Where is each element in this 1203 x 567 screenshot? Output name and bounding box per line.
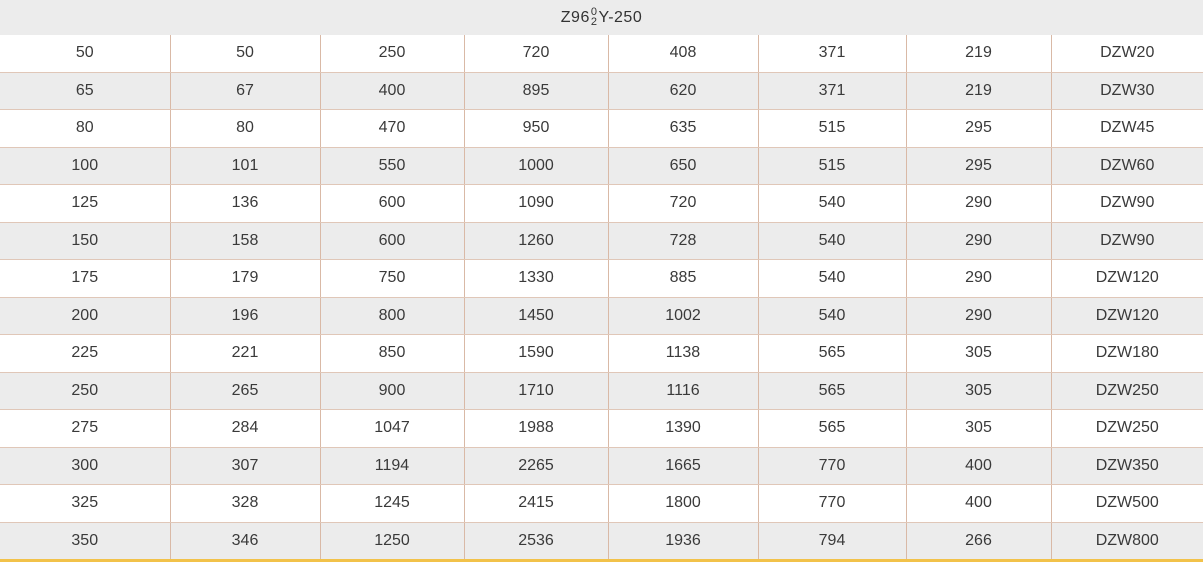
table-cell: 1002 <box>608 297 758 335</box>
table-cell: 150 <box>0 222 170 260</box>
table-cell: 720 <box>464 35 608 72</box>
table-cell: 2536 <box>464 522 608 560</box>
table-cell: 80 <box>170 110 320 148</box>
table-cell: 275 <box>0 410 170 448</box>
model-stack-top: 0 <box>590 5 598 18</box>
table-row <box>0 335 1203 373</box>
table-row <box>0 110 1203 148</box>
table-cell: 219 <box>906 72 1051 110</box>
table-cell: 540 <box>758 222 906 260</box>
table-cell: DZW350 <box>1051 447 1203 485</box>
table-cell: 540 <box>758 185 906 223</box>
table-cell: DZW250 <box>1051 372 1203 410</box>
table-cell: 540 <box>758 297 906 335</box>
table-cell: 101 <box>170 147 320 185</box>
table-cell: 565 <box>758 410 906 448</box>
model-stacked-code <box>591 7 598 27</box>
table-cell: 1047 <box>320 410 464 448</box>
table-cell: 67 <box>170 72 320 110</box>
table-cell: 895 <box>464 72 608 110</box>
table-row <box>0 297 1203 335</box>
table-cell: 80 <box>0 110 170 148</box>
table-cell: DZW120 <box>1051 297 1203 335</box>
table-cell: 565 <box>758 372 906 410</box>
table-cell: 1710 <box>464 372 608 410</box>
table-cell: 179 <box>170 260 320 298</box>
table-cell: 620 <box>608 72 758 110</box>
table-cell: 196 <box>170 297 320 335</box>
table-cell: 1194 <box>320 447 464 485</box>
table-cell: 305 <box>906 372 1051 410</box>
table-cell: 770 <box>758 447 906 485</box>
table-cell: 550 <box>320 147 464 185</box>
table-cell: 400 <box>906 485 1051 523</box>
table-cell: 1116 <box>608 372 758 410</box>
table-cell: DZW180 <box>1051 335 1203 373</box>
table-cell: 325 <box>0 485 170 523</box>
table-cell: 65 <box>0 72 170 110</box>
table-cell: 750 <box>320 260 464 298</box>
table-cell: 290 <box>906 260 1051 298</box>
table-cell: 175 <box>0 260 170 298</box>
table-cell: 300 <box>0 447 170 485</box>
table-cell: DZW120 <box>1051 260 1203 298</box>
model-suffix: Y-250 <box>598 8 643 26</box>
table-cell: 346 <box>170 522 320 560</box>
table-cell: 307 <box>170 447 320 485</box>
dimension-table <box>0 35 1203 560</box>
table-cell: 1250 <box>320 522 464 560</box>
table-cell: 266 <box>906 522 1051 560</box>
table-cell: 515 <box>758 147 906 185</box>
table-cell: 1450 <box>464 297 608 335</box>
dimension-table-body <box>0 35 1203 560</box>
table-cell: 540 <box>758 260 906 298</box>
table-cell: 328 <box>170 485 320 523</box>
table-cell: 295 <box>906 110 1051 148</box>
table-row <box>0 72 1203 110</box>
table-cell: 1090 <box>464 185 608 223</box>
table-cell: 408 <box>608 35 758 72</box>
table-row <box>0 447 1203 485</box>
table-cell: 305 <box>906 335 1051 373</box>
table-cell: 158 <box>170 222 320 260</box>
table-cell: 1665 <box>608 447 758 485</box>
table-cell: 1936 <box>608 522 758 560</box>
table-cell: 1800 <box>608 485 758 523</box>
table-cell: 1138 <box>608 335 758 373</box>
table-cell: 635 <box>608 110 758 148</box>
table-cell: DZW45 <box>1051 110 1203 148</box>
table-cell: 290 <box>906 297 1051 335</box>
table-cell: 885 <box>608 260 758 298</box>
table-cell: 200 <box>0 297 170 335</box>
table-cell: 794 <box>758 522 906 560</box>
table-cell: 250 <box>320 35 464 72</box>
table-cell: 720 <box>608 185 758 223</box>
table-row <box>0 485 1203 523</box>
table-row <box>0 522 1203 560</box>
table-cell: 219 <box>906 35 1051 72</box>
table-cell: 250 <box>0 372 170 410</box>
table-cell: 950 <box>464 110 608 148</box>
table-cell: 850 <box>320 335 464 373</box>
table-cell: DZW60 <box>1051 147 1203 185</box>
table-cell: 100 <box>0 147 170 185</box>
table-cell: 1245 <box>320 485 464 523</box>
table-cell: 125 <box>0 185 170 223</box>
table-cell: 225 <box>0 335 170 373</box>
table-cell: 1590 <box>464 335 608 373</box>
table-cell: DZW20 <box>1051 35 1203 72</box>
table-cell: 650 <box>608 147 758 185</box>
table-cell: 900 <box>320 372 464 410</box>
table-cell: 400 <box>906 447 1051 485</box>
table-cell: DZW250 <box>1051 410 1203 448</box>
table-cell: 1390 <box>608 410 758 448</box>
table-row <box>0 260 1203 298</box>
table-cell: 350 <box>0 522 170 560</box>
table-cell: 565 <box>758 335 906 373</box>
table-cell: 290 <box>906 222 1051 260</box>
table-row <box>0 372 1203 410</box>
table-cell: 371 <box>758 35 906 72</box>
table-cell: 295 <box>906 147 1051 185</box>
table-cell: 1000 <box>464 147 608 185</box>
model-prefix: Z96 <box>560 8 590 26</box>
table-cell: 50 <box>0 35 170 72</box>
table-cell: DZW90 <box>1051 222 1203 260</box>
table-cell: 290 <box>906 185 1051 223</box>
table-cell: DZW500 <box>1051 485 1203 523</box>
table-cell: 770 <box>758 485 906 523</box>
table-cell: 2265 <box>464 447 608 485</box>
table-cell: DZW800 <box>1051 522 1203 560</box>
table-cell: DZW90 <box>1051 185 1203 223</box>
table-cell: 136 <box>170 185 320 223</box>
table-cell: 400 <box>320 72 464 110</box>
table-cell: 1260 <box>464 222 608 260</box>
table-row <box>0 410 1203 448</box>
table-cell: 515 <box>758 110 906 148</box>
table-cell: 221 <box>170 335 320 373</box>
table-cell: 50 <box>170 35 320 72</box>
table-row <box>0 35 1203 72</box>
table-row <box>0 185 1203 223</box>
table-cell: DZW30 <box>1051 72 1203 110</box>
model-stack-bottom: 2 <box>590 15 598 28</box>
table-cell: 1988 <box>464 410 608 448</box>
table-cell: 305 <box>906 410 1051 448</box>
model-title <box>0 0 1203 36</box>
table-cell: 600 <box>320 222 464 260</box>
table-cell: 371 <box>758 72 906 110</box>
table-cell: 728 <box>608 222 758 260</box>
table-cell: 600 <box>320 185 464 223</box>
table-cell: 470 <box>320 110 464 148</box>
table-cell: 265 <box>170 372 320 410</box>
table-cell: 800 <box>320 297 464 335</box>
table-cell: 1330 <box>464 260 608 298</box>
bottom-accent-rule <box>0 559 1203 562</box>
table-row <box>0 222 1203 260</box>
table-row <box>0 147 1203 185</box>
table-cell: 284 <box>170 410 320 448</box>
table-cell: 2415 <box>464 485 608 523</box>
